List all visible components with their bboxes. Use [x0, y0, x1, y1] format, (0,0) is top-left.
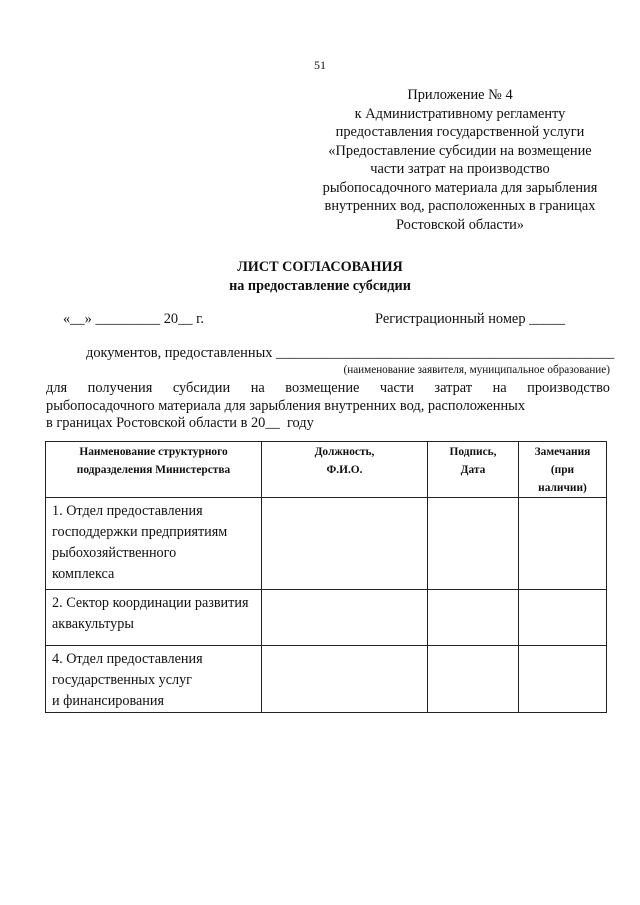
position-cell — [262, 646, 428, 713]
department-cell — [46, 498, 262, 590]
date-field: «__» _________ 20__ г. — [63, 311, 204, 327]
header-line: Ф.И.О. — [326, 464, 363, 476]
header-line: Подпись, — [449, 446, 497, 458]
documents-field-hint: (наименование заявителя, муниципальное образование) — [343, 364, 610, 376]
cell-line: господдержки предприятиям — [52, 524, 228, 540]
header-line: (при — [550, 464, 575, 476]
appendix-line: к Административному регламенту — [354, 105, 566, 122]
appendix-line: рыбопосадочного материала для зарыбления — [322, 179, 598, 196]
remarks-cell — [519, 498, 607, 590]
table-header-row — [46, 442, 607, 498]
header-line: наличии) — [538, 482, 587, 494]
appendix-line: предоставления государственной услуги — [335, 124, 585, 140]
cell-line: комплекса — [52, 566, 115, 582]
cell-line: и финансирования — [52, 693, 165, 709]
table-row — [46, 498, 607, 590]
header-line: Должность, — [314, 446, 375, 458]
header-line: подразделения Министерства — [76, 464, 231, 476]
document-title-main: ЛИСТ СОГЛАСОВАНИЯ — [237, 259, 403, 275]
purpose-line: для получения субсидии на возмещение части затрат на производство — [46, 380, 610, 396]
department-cell — [46, 590, 262, 646]
appendix-line: «Предоставление субсидии на возмещение — [328, 142, 592, 159]
remarks-cell — [519, 590, 607, 646]
appendix-line: внутренних вод, расположенных в границах — [324, 198, 596, 214]
signature-cell — [428, 498, 519, 590]
cell-line: государственных услуг — [52, 672, 192, 688]
position-cell — [262, 590, 428, 646]
page-number: 51 — [314, 58, 326, 72]
header-line: Замечания — [534, 446, 591, 458]
appendix-header — [300, 86, 620, 234]
approval-table — [45, 441, 607, 713]
purpose-line: в границах Ростовской области в 20__ году — [46, 415, 314, 431]
column-header-position — [262, 442, 428, 498]
signature-cell — [428, 590, 519, 646]
header-line: Дата — [460, 464, 486, 476]
purpose-line: рыбопосадочного материала для зарыбления внутренних вод, расположенных — [46, 397, 526, 414]
appendix-line: Приложение № 4 — [407, 87, 513, 103]
signature-cell — [428, 646, 519, 713]
documents-field: документов, предоставленных _______________________________________________ — [86, 345, 615, 361]
position-cell — [262, 498, 428, 590]
table-row — [46, 590, 607, 646]
column-header-department — [46, 442, 262, 498]
document-title-sub: на предоставление субсидии — [229, 278, 411, 294]
column-header-signature — [428, 442, 519, 498]
document-title — [0, 258, 640, 296]
cell-line: 2. Сектор координации развития — [52, 595, 249, 611]
appendix-line: части затрат на производство — [370, 161, 550, 177]
appendix-line: Ростовской области» — [395, 216, 525, 233]
table-row — [46, 646, 607, 713]
department-cell — [46, 646, 262, 713]
header-line: Наименование структурного — [79, 446, 228, 458]
registration-number-field: Регистрационный номер _____ — [375, 311, 566, 327]
remarks-cell — [519, 646, 607, 713]
cell-line: 4. Отдел предоставления — [52, 651, 203, 667]
cell-line: рыбохозяйственного — [52, 545, 177, 561]
purpose-paragraph — [46, 380, 610, 433]
column-header-remarks — [519, 442, 607, 498]
cell-line: 1. Отдел предоставления — [52, 503, 203, 519]
cell-line: аквакультуры — [52, 616, 134, 632]
